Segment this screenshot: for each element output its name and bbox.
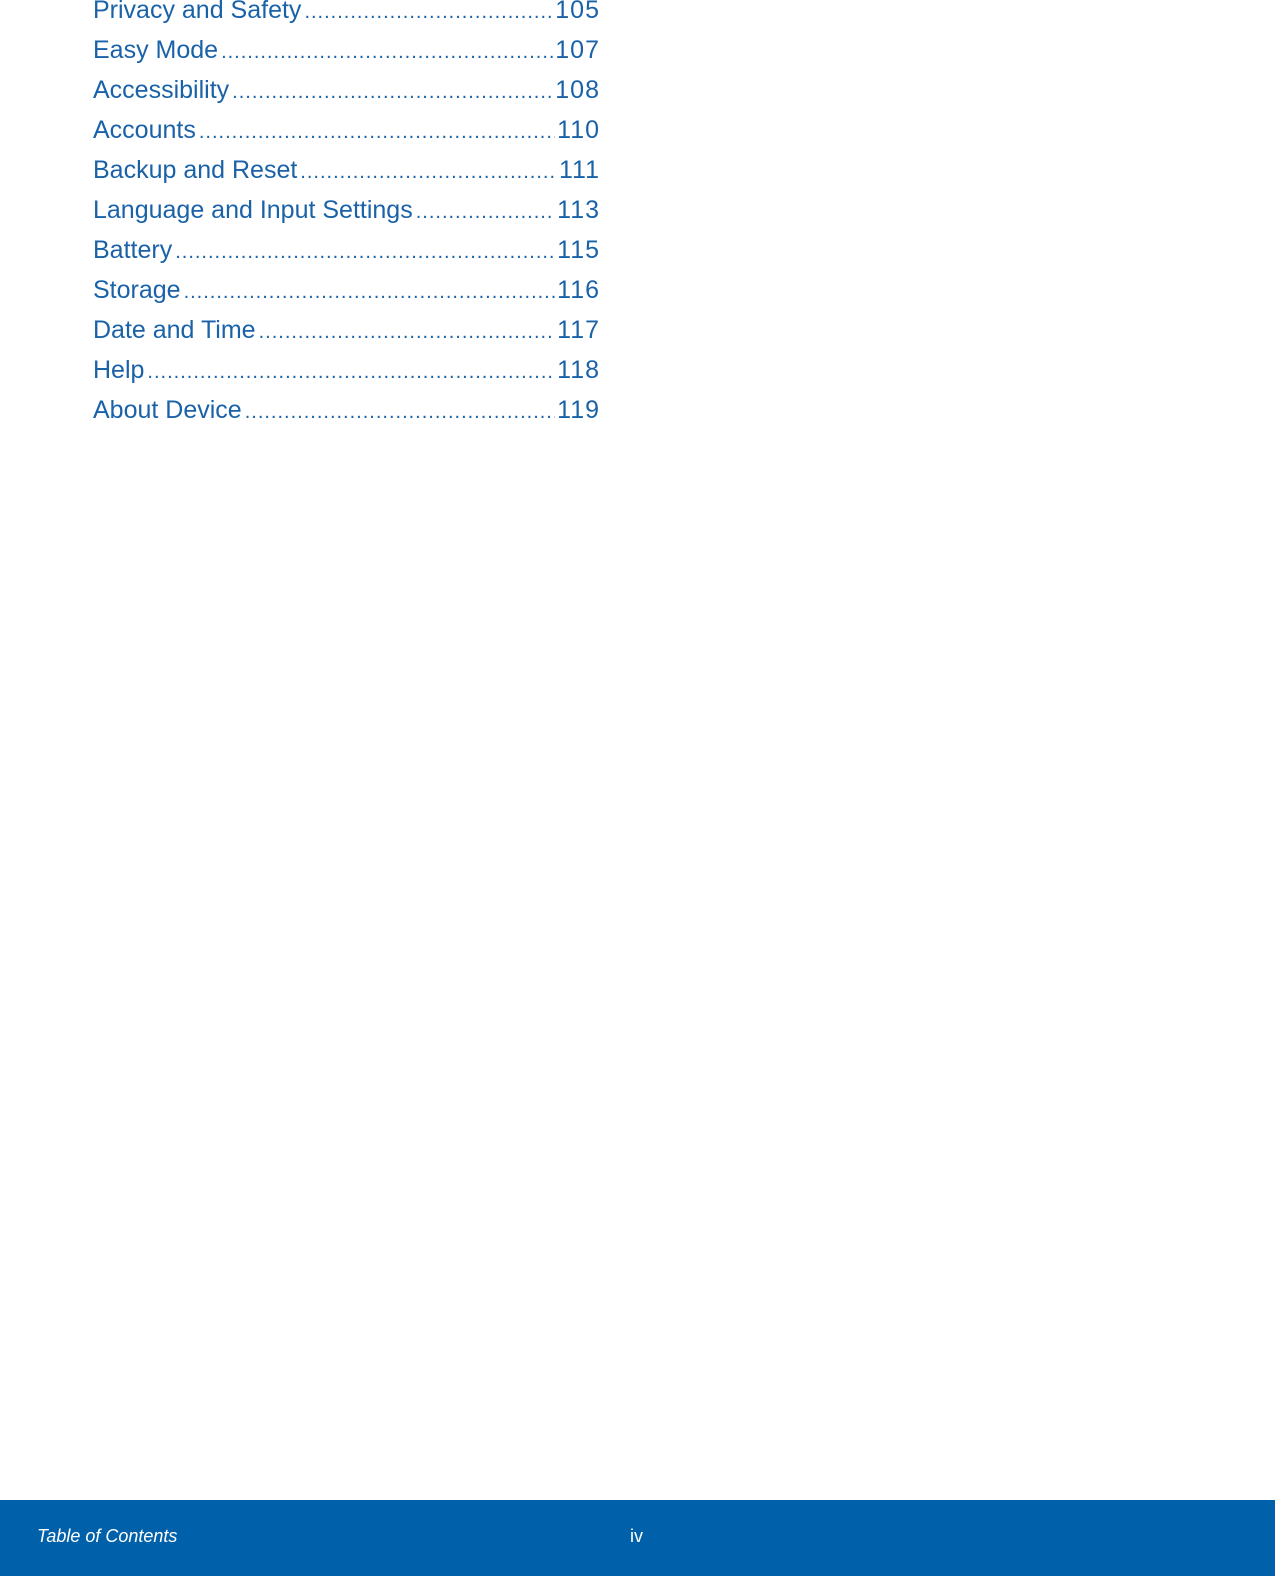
toc-entry-page: 117	[557, 316, 600, 344]
toc-entry-title: Language and Input Settings	[93, 196, 413, 224]
footer-section-label: Table of Contents	[37, 1526, 178, 1546]
toc-dot-leader	[147, 352, 555, 390]
toc-entry-page: 108	[555, 76, 600, 104]
toc-entry-date-and-time[interactable]	[93, 310, 600, 350]
toc-entry-language-and-input-settings[interactable]	[93, 190, 600, 230]
toc-entry-accounts[interactable]	[93, 110, 600, 150]
toc-dot-leader	[245, 392, 555, 430]
toc-entry-title: Accounts	[93, 116, 196, 144]
toc-entry-page: 105	[555, 0, 600, 24]
toc-entry-about-device[interactable]	[93, 390, 600, 430]
toc-entry-page: 116	[557, 276, 600, 304]
toc-entry-title: About Device	[93, 396, 242, 424]
toc-entry-storage[interactable]	[93, 270, 600, 310]
page-footer	[0, 1500, 1275, 1576]
toc-dot-leader	[304, 0, 553, 30]
toc-entry-page: 119	[557, 396, 600, 424]
toc-entry-title: Accessibility	[93, 76, 230, 104]
toc-entry-page: 113	[557, 196, 600, 224]
toc-entry-title: Battery	[93, 236, 173, 264]
toc-dot-leader	[416, 192, 555, 230]
toc-entry-page: 115	[557, 236, 600, 264]
toc-entry-title: Date and Time	[93, 316, 256, 344]
toc-entry-title: Easy Mode	[93, 36, 219, 64]
toc-entry-easy-mode[interactable]	[93, 30, 600, 70]
toc-entry-page: 111	[558, 156, 600, 184]
toc-entry-privacy-and-safety[interactable]	[93, 0, 600, 30]
toc-dot-leader	[221, 32, 553, 70]
toc-list	[93, 0, 600, 430]
toc-entry-page: 118	[557, 356, 600, 384]
toc-dot-leader	[259, 312, 556, 350]
toc-entry-title: Backup and Reset	[93, 156, 298, 184]
toc-entry-battery[interactable]	[93, 230, 600, 270]
toc-entry-page: 107	[555, 36, 600, 64]
toc-entry-title: Privacy and Safety	[93, 0, 302, 24]
toc-dot-leader	[184, 272, 556, 310]
toc-entry-title: Storage	[93, 276, 181, 304]
toc-entry-title: Help	[93, 356, 145, 384]
toc-entry-backup-and-reset[interactable]	[93, 150, 600, 190]
toc-dot-leader	[175, 232, 555, 270]
toc-dot-leader	[300, 152, 557, 190]
toc-entry-help[interactable]	[93, 350, 600, 390]
toc-entry-page: 110	[557, 116, 600, 144]
footer-page-number: iv	[630, 1526, 643, 1546]
toc-dot-leader	[232, 72, 553, 110]
toc-dot-leader	[199, 112, 555, 150]
toc-entry-accessibility[interactable]	[93, 70, 600, 110]
